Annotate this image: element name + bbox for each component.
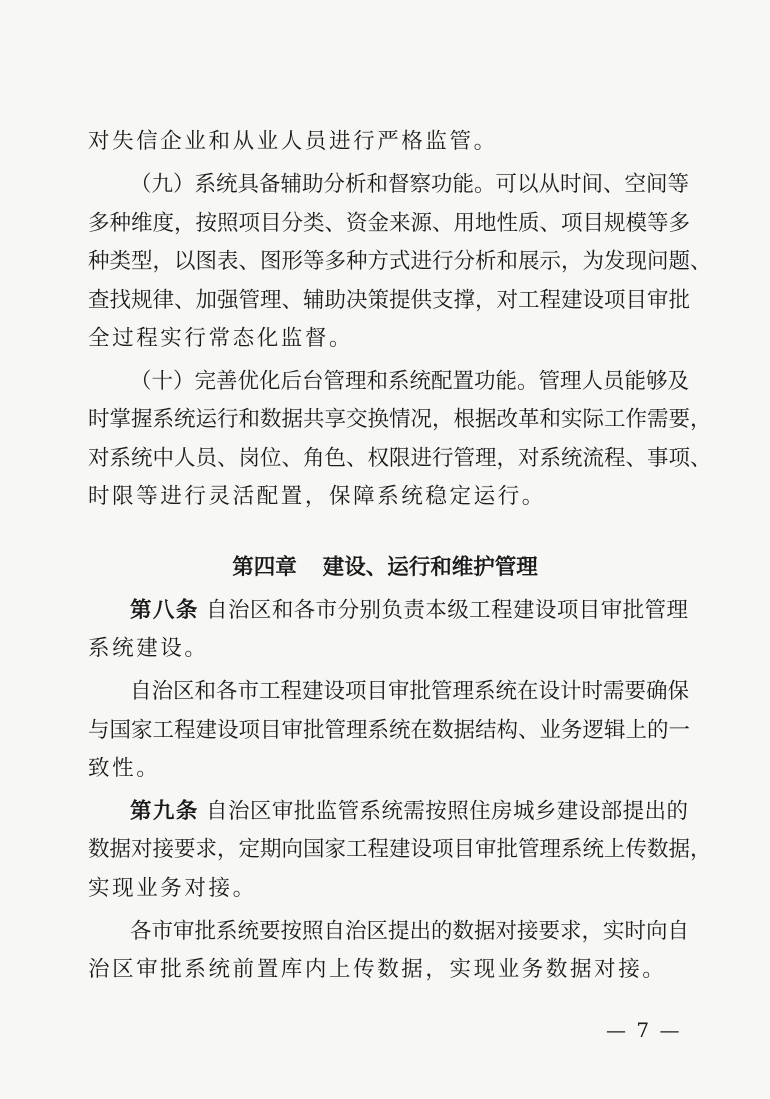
chapter-title: 建设、运行和维护管理 [322, 555, 538, 580]
text-line: 自治区和各市工程建设项目审批管理系统在设计时需要确保 [130, 679, 690, 704]
page-number: — 7 — [606, 1018, 682, 1042]
article-9-line: 第九条 自治区审批监管系统需按照住房城乡建设部提出的 [130, 799, 688, 824]
text-line: 对系统中人员、岗位、角色、权限进行管理，对系统流程、事项、 [88, 446, 712, 471]
text-line: 实现业务对接。 [88, 876, 257, 901]
chapter-number: 第四章 [232, 555, 297, 580]
text-line: 各市审批系统要按照自治区提出的数据对接要求，实时向自 [130, 919, 690, 944]
text-line: 种类型，以图表、图形等多种方式进行分析和展示，为发现问题、 [88, 249, 712, 274]
text-line: 数据对接要求，定期向国家工程建设项目审批管理系统上传数据， [88, 837, 712, 862]
text-line: 时限等进行灵活配置，保障系统稳定运行。 [88, 484, 546, 509]
text-line: 治区审批系统前置库内上传数据，实现业务数据对接。 [88, 957, 667, 982]
text-line: 全过程实行常态化监督。 [88, 326, 354, 351]
text-line: 与国家工程建设项目审批管理系统在数据结构、业务逻辑上的一 [88, 718, 691, 743]
article-8-label: 第八条 [130, 598, 199, 623]
text-line: 多种维度，按照项目分类、资金来源、用地性质、项目规模等多 [88, 211, 691, 236]
chapter-heading [0, 553, 770, 583]
text-line: 系统建设。 [88, 636, 209, 661]
article-8-line: 第八条 自治区和各市分别负责本级工程建设项目审批管理 [130, 598, 688, 623]
article-9-label: 第九条 [130, 799, 199, 824]
text-line: 查找规律、加强管理、辅助决策提供支撑，对工程建设项目审批 [88, 288, 691, 313]
text-line: （十）完善优化后台管理和系统配置功能。管理人员能够及 [130, 369, 690, 394]
text-line: 对失信企业和从业人员进行严格监管。 [88, 129, 498, 154]
text-line: 致性。 [88, 756, 161, 781]
text-line: （九）系统具备辅助分析和督察功能。可以从时间、空间等 [130, 172, 690, 197]
text-line: 时掌握系统运行和数据共享交换情况，根据改革和实际工作需要， [88, 407, 712, 432]
